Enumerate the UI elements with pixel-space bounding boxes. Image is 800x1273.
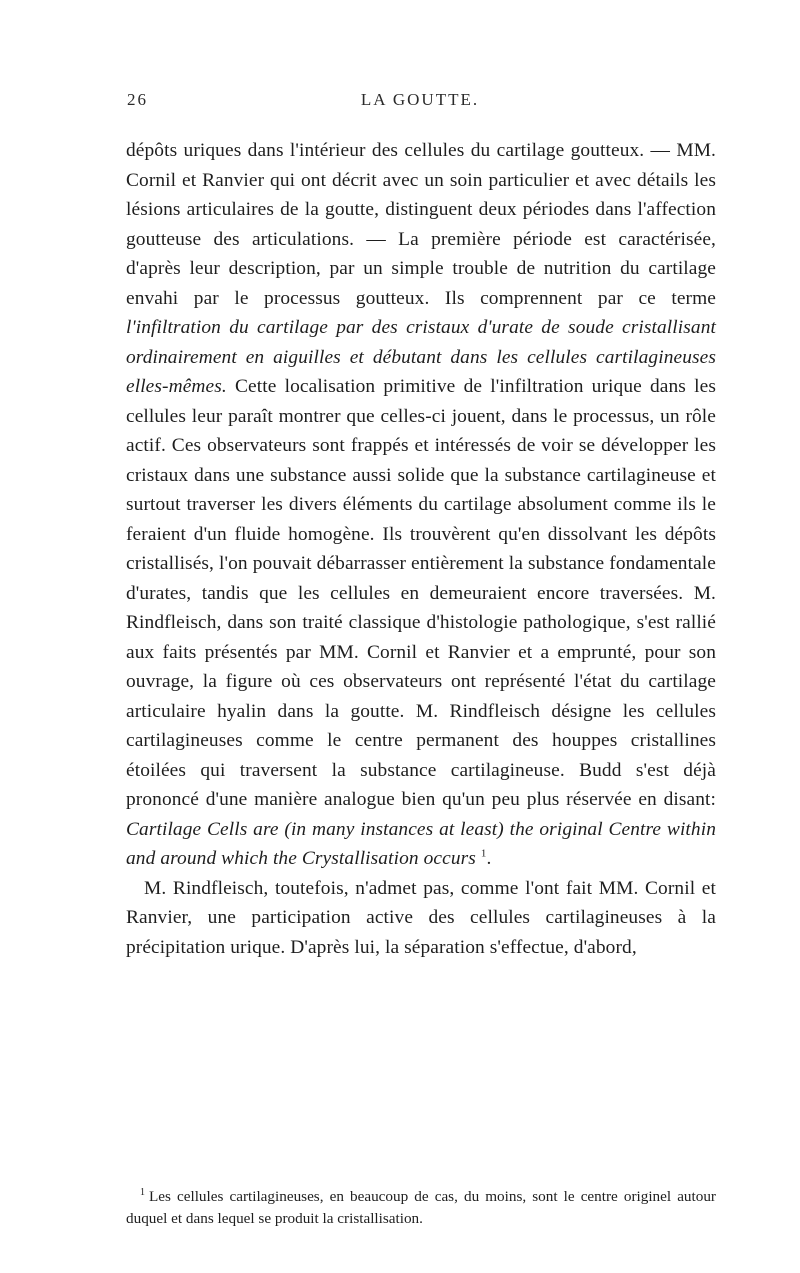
main-text: [126, 136, 716, 962]
paragraph-1-text-a: dépôts uriques dans l'intérieur des cellules du cartilage goutteux. — MM. Cornil et Ranvier qui ont décrit avec un soin particulier et avec détails les lésions articulaires de la goutte, distinguent deux périodes dans l'affection goutteuse des articulations. — La première période est caractérisée, d'après leur description, par un simple trouble de nutrition du cartilage envahi par le processus goutteux. Ils comprennent par ce terme: [126, 140, 716, 309]
paragraph-1-italic-quote: l'infiltration du cartilage par des cristaux d'urate de soude cristallisant ordinairement en aiguilles et débutant dans les cellules cartilagineuses elles-mêmes.: [126, 317, 716, 397]
paragraph-1-end: .: [486, 848, 492, 869]
paragraph-2: M. Rindfleisch, toutefois, n'admet pas, comme l'ont fait MM. Cornil et Ranvier, une participation active des cellules cartilagineuses à la précipitation urique. D'après lui, la séparation s'effectue, d'abord,: [126, 877, 716, 958]
paragraph-1-text-b: Cette localisation primitive de l'infiltration urique dans les cellules leur paraît montrer que celles-ci jouent, dans le processus, un rôle actif. Ces observateurs sont frappés et intéressés de voir se développer les cristaux dans une substance aussi solide que la substance cartilagineuse et surtout traverser les divers éléments du cartilage absolument comme ils le feraient d'un fluide homogène. Ils trouvèrent qu'en dissolvant les dépôts cristallisés, l'on pouvait débarrasser entièrement la substance fondamentale d'urates, tandis que les cellules en demeuraient encore traversées. M. Rindfleisch, dans son traité classique d'histologie pathologique, s'est rallié aux faits présentés par MM. Cornil et Ranvier et a emprunté, pour son ouvrage, la figure où ces observateurs ont représenté l'état du cartilage articulaire hyalin dans la goutte. M. Rindfleisch désigne les cellules cartilagineuses comme le centre permanent des houppes cristallines étoilées qui traversent la substance cartilagineuse. Budd s'est déjà prononcé d'une manière analogue bien qu'un peu plus réservée en disant:: [126, 376, 716, 810]
running-header: [0, 86, 800, 112]
footnote-reference: 1: [480, 847, 487, 860]
page-number: 26: [127, 90, 148, 109]
running-title: LA GOUTTE.: [360, 90, 480, 109]
paragraph-1: [126, 136, 716, 874]
footnote-text: Les cellules cartilagineuses, en beaucoup de cas, du moins, sont le centre originel autour duquel et dans lequel se produit la cristallisation.: [126, 1188, 716, 1227]
paragraph-1-english-quote: Cartilage Cells are (in many instances at least) the original Centre within and around which the Crystallisation occurs: [126, 818, 716, 869]
footnote: [126, 1186, 716, 1230]
footnote-number: 1: [140, 1186, 145, 1198]
